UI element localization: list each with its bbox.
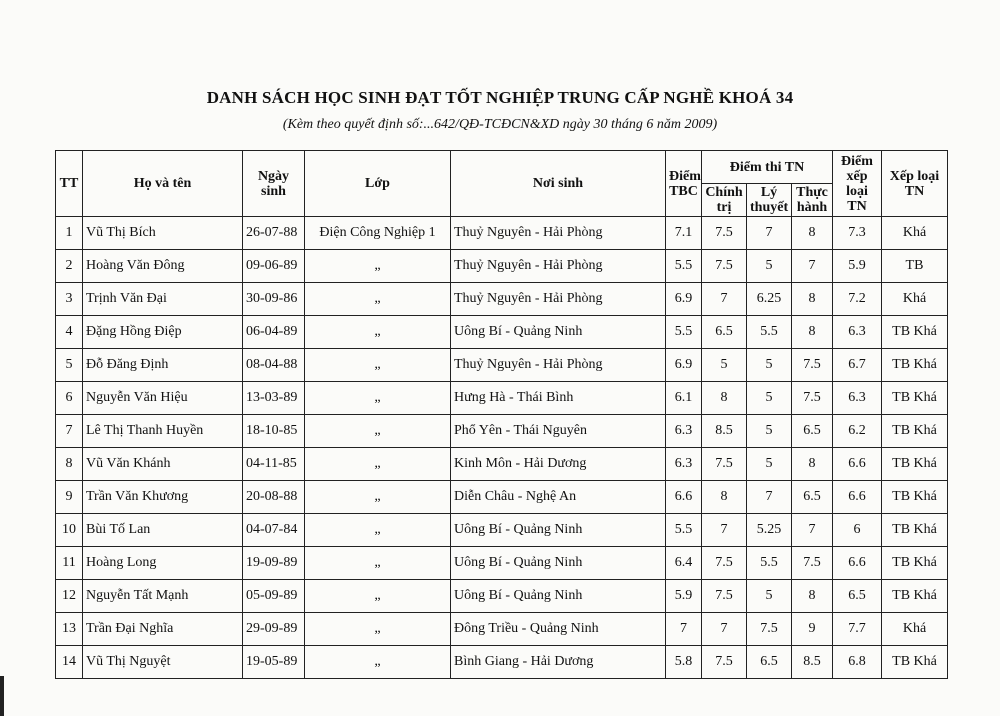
- cell-dob: 05-09-89: [243, 580, 305, 613]
- cell-theory: 5.25: [747, 514, 792, 547]
- cell-tbc: 6.3: [666, 448, 702, 481]
- cell-birthplace: Uông Bí - Quảng Ninh: [451, 547, 666, 580]
- cell-politics: 7.5: [702, 217, 747, 250]
- cell-dob: 09-06-89: [243, 250, 305, 283]
- cell-tt: 8: [56, 448, 83, 481]
- cell-birthplace: Bình Giang - Hải Dương: [451, 646, 666, 679]
- cell-practice: 9: [792, 613, 833, 646]
- cell-dob: 26-07-88: [243, 217, 305, 250]
- cell-name: Vũ Thị Nguyệt: [83, 646, 243, 679]
- cell-dob: 20-08-88: [243, 481, 305, 514]
- cell-name: Đặng Hồng Điệp: [83, 316, 243, 349]
- cell-politics: 6.5: [702, 316, 747, 349]
- cell-class: „: [305, 613, 451, 646]
- cell-birthplace: Diễn Châu - Nghệ An: [451, 481, 666, 514]
- cell-dob: 04-11-85: [243, 448, 305, 481]
- cell-class: „: [305, 580, 451, 613]
- cell-tt: 11: [56, 547, 83, 580]
- cell-practice: 7.5: [792, 547, 833, 580]
- cell-tt: 3: [56, 283, 83, 316]
- cell-name: Hoàng Văn Đông: [83, 250, 243, 283]
- cell-rank: TB Khá: [882, 547, 948, 580]
- cell-rank: Khá: [882, 217, 948, 250]
- cell-name: Bùi Tố Lan: [83, 514, 243, 547]
- header-row-top: [56, 151, 948, 184]
- cell-tt: 6: [56, 382, 83, 415]
- cell-grad-score: 6.8: [833, 646, 882, 679]
- table-row: [56, 217, 948, 250]
- header-exam-group: Điểm thi TN: [702, 151, 833, 184]
- cell-theory: 7: [747, 217, 792, 250]
- cell-name: Đỗ Đăng Định: [83, 349, 243, 382]
- cell-tt: 13: [56, 613, 83, 646]
- cell-class: „: [305, 349, 451, 382]
- cell-grad-score: 7.2: [833, 283, 882, 316]
- cell-dob: 18-10-85: [243, 415, 305, 448]
- table-row: [56, 415, 948, 448]
- cell-name: Nguyễn Tất Mạnh: [83, 580, 243, 613]
- header-practice: Thực hành: [792, 184, 833, 217]
- cell-theory: 5.5: [747, 316, 792, 349]
- cell-politics: 7.5: [702, 646, 747, 679]
- cell-practice: 7: [792, 514, 833, 547]
- cell-name: Lê Thị Thanh Huyền: [83, 415, 243, 448]
- cell-class: Điện Công Nghiệp 1: [305, 217, 451, 250]
- cell-tbc: 5.5: [666, 316, 702, 349]
- cell-birthplace: Uông Bí - Quảng Ninh: [451, 580, 666, 613]
- cell-grad-score: 6.5: [833, 580, 882, 613]
- cell-name: Hoàng Long: [83, 547, 243, 580]
- cell-grad-score: 6.6: [833, 547, 882, 580]
- cell-rank: TB Khá: [882, 349, 948, 382]
- cell-class: „: [305, 382, 451, 415]
- cell-rank: TB Khá: [882, 415, 948, 448]
- table-row: [56, 250, 948, 283]
- table-row: [56, 481, 948, 514]
- cell-practice: 6.5: [792, 415, 833, 448]
- cell-tt: 10: [56, 514, 83, 547]
- cell-birthplace: Đông Triều - Quảng Ninh: [451, 613, 666, 646]
- cell-politics: 8: [702, 481, 747, 514]
- cell-rank: Khá: [882, 613, 948, 646]
- cell-birthplace: Uông Bí - Quảng Ninh: [451, 316, 666, 349]
- cell-tt: 9: [56, 481, 83, 514]
- cell-tt: 7: [56, 415, 83, 448]
- cell-practice: 7.5: [792, 349, 833, 382]
- cell-tt: 5: [56, 349, 83, 382]
- cell-practice: 7: [792, 250, 833, 283]
- table-row: [56, 316, 948, 349]
- cell-tbc: 5.5: [666, 250, 702, 283]
- cell-grad-score: 6.2: [833, 415, 882, 448]
- table-row: [56, 547, 948, 580]
- table-row: [56, 580, 948, 613]
- cell-practice: 7.5: [792, 382, 833, 415]
- cell-grad-score: 7.3: [833, 217, 882, 250]
- cell-class: „: [305, 547, 451, 580]
- cell-birthplace: Thuỷ Nguyên - Hải Phòng: [451, 283, 666, 316]
- header-class: Lớp: [305, 151, 451, 217]
- cell-practice: 8: [792, 217, 833, 250]
- header-name: Họ và tên: [83, 151, 243, 217]
- cell-class: „: [305, 448, 451, 481]
- cell-birthplace: Uông Bí - Quảng Ninh: [451, 514, 666, 547]
- cell-theory: 5: [747, 250, 792, 283]
- cell-grad-score: 6.6: [833, 448, 882, 481]
- cell-theory: 7.5: [747, 613, 792, 646]
- table-row: [56, 448, 948, 481]
- cell-grad-score: 6: [833, 514, 882, 547]
- cell-theory: 6.25: [747, 283, 792, 316]
- cell-rank: TB Khá: [882, 514, 948, 547]
- scan-edge-mark: [0, 676, 4, 716]
- cell-birthplace: Thuỷ Nguyên - Hải Phòng: [451, 250, 666, 283]
- header-theory: Lý thuyết: [747, 184, 792, 217]
- cell-grad-score: 5.9: [833, 250, 882, 283]
- cell-rank: TB Khá: [882, 316, 948, 349]
- cell-tt: 1: [56, 217, 83, 250]
- cell-tbc: 6.9: [666, 349, 702, 382]
- cell-name: Nguyễn Văn Hiệu: [83, 382, 243, 415]
- cell-tbc: 6.4: [666, 547, 702, 580]
- cell-politics: 7.5: [702, 580, 747, 613]
- cell-class: „: [305, 514, 451, 547]
- table-body: [56, 217, 948, 679]
- cell-practice: 8: [792, 580, 833, 613]
- cell-rank: TB Khá: [882, 382, 948, 415]
- cell-tbc: 5.9: [666, 580, 702, 613]
- cell-practice: 8.5: [792, 646, 833, 679]
- cell-name: Vũ Văn Khánh: [83, 448, 243, 481]
- cell-birthplace: Thuỷ Nguyên - Hải Phòng: [451, 349, 666, 382]
- cell-politics: 7: [702, 613, 747, 646]
- cell-theory: 5: [747, 349, 792, 382]
- header-rank: Xếp loại TN: [882, 151, 948, 217]
- cell-tbc: 6.9: [666, 283, 702, 316]
- cell-grad-score: 6.3: [833, 316, 882, 349]
- cell-class: „: [305, 481, 451, 514]
- table-row: [56, 646, 948, 679]
- cell-tbc: 7.1: [666, 217, 702, 250]
- cell-dob: 06-04-89: [243, 316, 305, 349]
- cell-dob: 13-03-89: [243, 382, 305, 415]
- cell-dob: 29-09-89: [243, 613, 305, 646]
- cell-tbc: 6.3: [666, 415, 702, 448]
- document-subtitle: (Kèm theo quyết định số:...642/QĐ-TCĐCN&XD ngày 30 tháng 6 năm 2009): [282, 117, 718, 132]
- cell-practice: 8: [792, 283, 833, 316]
- cell-dob: 19-09-89: [243, 547, 305, 580]
- cell-politics: 7.5: [702, 448, 747, 481]
- table-row: [56, 283, 948, 316]
- document-title: DANH SÁCH HỌC SINH ĐẠT TỐT NGHIỆP TRUNG CẤP NGHỀ KHOÁ 34: [206, 88, 794, 107]
- cell-theory: 5: [747, 415, 792, 448]
- cell-grad-score: 7.7: [833, 613, 882, 646]
- cell-name: Trịnh Văn Đại: [83, 283, 243, 316]
- cell-name: Trần Văn Khương: [83, 481, 243, 514]
- cell-dob: 19-05-89: [243, 646, 305, 679]
- cell-tt: 12: [56, 580, 83, 613]
- cell-dob: 08-04-88: [243, 349, 305, 382]
- cell-birthplace: Kinh Môn - Hải Dương: [451, 448, 666, 481]
- cell-tt: 2: [56, 250, 83, 283]
- cell-rank: TB Khá: [882, 448, 948, 481]
- header-grad-score: Điểm xếp loại TN: [833, 151, 882, 217]
- cell-birthplace: Hưng Hà - Thái Bình: [451, 382, 666, 415]
- cell-rank: TB Khá: [882, 481, 948, 514]
- cell-practice: 8: [792, 316, 833, 349]
- cell-theory: 6.5: [747, 646, 792, 679]
- cell-politics: 7: [702, 283, 747, 316]
- cell-class: „: [305, 316, 451, 349]
- cell-rank: TB: [882, 250, 948, 283]
- cell-class: „: [305, 250, 451, 283]
- cell-politics: 8.5: [702, 415, 747, 448]
- cell-grad-score: 6.6: [833, 481, 882, 514]
- cell-tbc: 6.1: [666, 382, 702, 415]
- cell-tt: 4: [56, 316, 83, 349]
- cell-name: Trần Đại Nghĩa: [83, 613, 243, 646]
- cell-grad-score: 6.7: [833, 349, 882, 382]
- header-tbc: Điểm TBC: [666, 151, 702, 217]
- cell-tbc: 6.6: [666, 481, 702, 514]
- header-birthplace: Nơi sinh: [451, 151, 666, 217]
- cell-rank: TB Khá: [882, 580, 948, 613]
- cell-birthplace: Thuỷ Nguyên - Hải Phòng: [451, 217, 666, 250]
- cell-practice: 8: [792, 448, 833, 481]
- cell-tt: 14: [56, 646, 83, 679]
- cell-practice: 6.5: [792, 481, 833, 514]
- table-row: [56, 382, 948, 415]
- cell-theory: 7: [747, 481, 792, 514]
- cell-rank: TB Khá: [882, 646, 948, 679]
- cell-theory: 5: [747, 580, 792, 613]
- table-row: [56, 613, 948, 646]
- cell-class: „: [305, 415, 451, 448]
- header-dob: Ngày sinh: [243, 151, 305, 217]
- header-politics: Chính trị: [702, 184, 747, 217]
- cell-class: „: [305, 283, 451, 316]
- cell-politics: 5: [702, 349, 747, 382]
- header-tt: TT: [56, 151, 83, 217]
- cell-rank: Khá: [882, 283, 948, 316]
- cell-tbc: 5.5: [666, 514, 702, 547]
- cell-politics: 7: [702, 514, 747, 547]
- table-row: [56, 349, 948, 382]
- cell-grad-score: 6.3: [833, 382, 882, 415]
- cell-theory: 5: [747, 448, 792, 481]
- cell-tbc: 5.8: [666, 646, 702, 679]
- cell-politics: 8: [702, 382, 747, 415]
- cell-politics: 7.5: [702, 547, 747, 580]
- cell-class: „: [305, 646, 451, 679]
- graduates-table: [55, 150, 948, 679]
- cell-name: Vũ Thị Bích: [83, 217, 243, 250]
- cell-theory: 5: [747, 382, 792, 415]
- cell-dob: 04-07-84: [243, 514, 305, 547]
- cell-dob: 30-09-86: [243, 283, 305, 316]
- cell-theory: 5.5: [747, 547, 792, 580]
- cell-tbc: 7: [666, 613, 702, 646]
- table-row: [56, 514, 948, 547]
- cell-politics: 7.5: [702, 250, 747, 283]
- cell-birthplace: Phổ Yên - Thái Nguyên: [451, 415, 666, 448]
